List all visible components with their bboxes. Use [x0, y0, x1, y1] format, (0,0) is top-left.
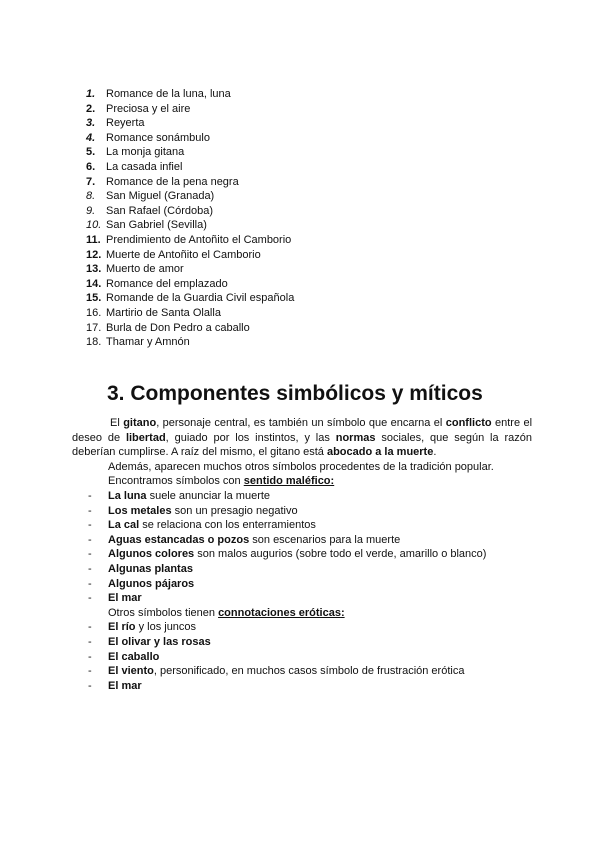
toc-item — [86, 145, 294, 160]
malefico-item-desc: son un presagio negativo — [171, 504, 298, 517]
toc-item-title: Preciosa y el aire — [106, 102, 191, 115]
toc-item-number: 5. — [86, 146, 96, 159]
toc-item-number: 4. — [86, 131, 96, 144]
toc-item — [86, 175, 294, 190]
malefico-item — [72, 547, 532, 562]
dash-bullet: - — [88, 592, 92, 605]
toc-item-title: Muerto de amor — [106, 263, 184, 276]
toc-item — [86, 87, 294, 102]
eroticas-item — [72, 635, 532, 650]
toc-item-number: 12. — [86, 248, 102, 261]
toc-item-title: Martirio de Santa Olalla — [106, 306, 221, 319]
malefico-item — [72, 533, 532, 548]
toc-item-number: 8. — [86, 190, 96, 203]
malefico-item-desc: suele anunciar la muerte — [146, 489, 271, 502]
toc-item-title: Romance del emplazado — [106, 277, 228, 290]
toc-item-title: Romande de la Guardia Civil española — [106, 292, 295, 305]
toc-item-number: 11. — [86, 233, 101, 246]
eroticas-intro — [72, 606, 532, 621]
toc-item — [86, 189, 294, 204]
toc-item — [86, 218, 294, 233]
eroticas-item-term: El caballo — [108, 650, 160, 663]
malefico-item-desc: se relaciona con los enterramientos — [139, 519, 316, 532]
intro-text: sociales, que según la razón deberían cumplirse. A raíz del mismo, el gitano está — [72, 431, 532, 459]
eroticas-item-term: El río — [108, 621, 136, 634]
eroticas-item — [72, 650, 532, 665]
dash-bullet: - — [88, 635, 92, 648]
toc-item-title: Burla de Don Pedro a caballo — [106, 321, 250, 334]
toc-item — [86, 335, 294, 350]
malefico-label: sentido maléfico — [243, 475, 331, 488]
intro-bold-text: conflicto — [445, 417, 492, 429]
malefico-item-term: Los metales — [108, 504, 172, 517]
toc-item — [86, 116, 294, 131]
toc-item-number: 1. — [86, 88, 96, 100]
section-body — [72, 416, 532, 693]
intro-text: , personaje central, es también un símbolo que encarna el — [156, 417, 446, 429]
toc-item-title: San Miguel (Granada) — [106, 190, 215, 203]
dash-bullet: - — [88, 679, 92, 692]
malefico-item-term: Aguas estancadas o pozos — [108, 533, 250, 546]
intro-paragraph — [72, 416, 532, 460]
toc-item — [86, 277, 294, 292]
toc-item-title: Prendimiento de Antoñito el Camborio — [106, 233, 292, 246]
toc-item-title: San Gabriel (Sevilla) — [106, 219, 207, 232]
toc-item — [86, 204, 294, 219]
toc-item-title: La casada infiel — [106, 160, 183, 173]
toc-item — [86, 248, 294, 263]
toc-item-number: 2. — [86, 102, 96, 115]
malefico-item-term: Algunos colores — [108, 548, 195, 561]
malefico-item-term: La cal — [108, 519, 140, 532]
toc-item — [86, 291, 294, 306]
dash-bullet: - — [88, 665, 92, 678]
malefico-list — [72, 489, 532, 606]
toc-item-number: 7. — [86, 175, 96, 188]
dash-bullet: - — [88, 489, 92, 502]
intro-bold-text: libertad — [125, 431, 166, 444]
toc-item — [86, 306, 294, 321]
toc-item-title: Romance sonámbulo — [106, 131, 210, 144]
toc-item — [86, 160, 294, 175]
toc-item-number: 9. — [86, 204, 96, 217]
malefico-lead: Encontramos símbolos con — [108, 475, 244, 488]
toc-item-title: La monja gitana — [106, 146, 185, 159]
malefico-colon: : — [330, 475, 335, 488]
toc-item-number: 17. — [86, 321, 102, 334]
toc-item-number: 6. — [86, 160, 96, 173]
eroticas-label: connotaciones eróticas — [218, 606, 341, 619]
toc-item — [86, 102, 294, 117]
toc-item-number: 18. — [86, 336, 102, 349]
eroticas-item-desc: y los juncos — [135, 621, 197, 634]
dash-bullet: - — [88, 577, 92, 590]
dash-bullet: - — [88, 548, 92, 561]
malefico-item-term: La luna — [108, 489, 147, 502]
toc-item-title: Reyerta — [106, 117, 145, 130]
intro-text: . — [433, 446, 437, 459]
dash-bullet: - — [88, 504, 92, 517]
toc-item-number: 14. — [86, 277, 102, 290]
eroticas-colon: : — [340, 606, 345, 619]
intro-bold-text: gitano — [123, 417, 157, 429]
dash-bullet: - — [88, 621, 92, 634]
dash-bullet: - — [88, 562, 92, 575]
dash-bullet: - — [88, 533, 92, 546]
malefico-item-desc: son malos augurios (sobre todo el verde, amarillo o blanco) — [194, 548, 487, 561]
toc-item-title: Muerte de Antoñito el Camborio — [106, 248, 261, 261]
intro-bold-text: abocado a la muerte — [326, 446, 434, 459]
malefico-item-term: Algunas plantas — [108, 562, 193, 575]
malefico-item-term: Algunos pájaros — [108, 577, 195, 590]
eroticas-item-term: El viento — [108, 665, 154, 678]
intro-bold-text: normas — [335, 431, 376, 444]
eroticas-item-term: El olivar y las rosas — [108, 635, 211, 648]
eroticas-item-desc: , personificado, en muchos casos símbolo de frustración erótica — [153, 665, 465, 678]
toc-item-title: San Rafael (Córdoba) — [106, 204, 214, 217]
poem-list — [86, 87, 294, 350]
toc-item-number: 13. — [86, 263, 102, 276]
toc-item-title: Thamar y Amnón — [106, 336, 190, 349]
malefico-item — [72, 504, 532, 519]
intro-text: , guiado por los instintos, y las — [165, 431, 336, 444]
section-heading: 3. Componentes simbólicos y míticos — [107, 382, 483, 405]
malefico-item-desc: son escenarios para la muerte — [249, 533, 401, 546]
dash-bullet: - — [88, 519, 92, 532]
malefico-item — [72, 562, 532, 577]
toc-item-number: 16. — [86, 306, 102, 319]
eroticas-lead: Otros símbolos tienen — [108, 606, 219, 619]
toc-item-number: 15. — [86, 292, 102, 305]
eroticas-list — [72, 620, 532, 693]
toc-item — [86, 233, 294, 248]
malefico-item — [72, 591, 532, 606]
toc-item — [86, 262, 294, 277]
malefico-item — [72, 518, 532, 533]
dash-bullet: - — [88, 650, 92, 663]
ademas-paragraph: Además, aparecen muchos otros símbolos procedentes de la tradición popular. — [108, 460, 494, 473]
toc-item-number: 10. — [86, 219, 102, 232]
toc-item-title: Romance de la luna, luna — [106, 88, 231, 100]
eroticas-item — [72, 679, 532, 694]
toc-item — [86, 131, 294, 146]
malefico-item — [72, 489, 532, 504]
eroticas-item-term: El mar — [108, 679, 142, 692]
toc-item-number: 3. — [86, 117, 96, 130]
eroticas-item — [72, 620, 532, 635]
intro-text: entre el deseo de — [72, 417, 533, 444]
toc-item — [86, 321, 294, 336]
eroticas-item — [72, 664, 532, 679]
malefico-item — [72, 577, 532, 592]
malefico-item-term: El mar — [108, 592, 142, 605]
toc-item-title: Romance de la pena negra — [106, 175, 239, 188]
intro-text: El — [110, 417, 124, 429]
malefico-intro — [72, 474, 532, 489]
